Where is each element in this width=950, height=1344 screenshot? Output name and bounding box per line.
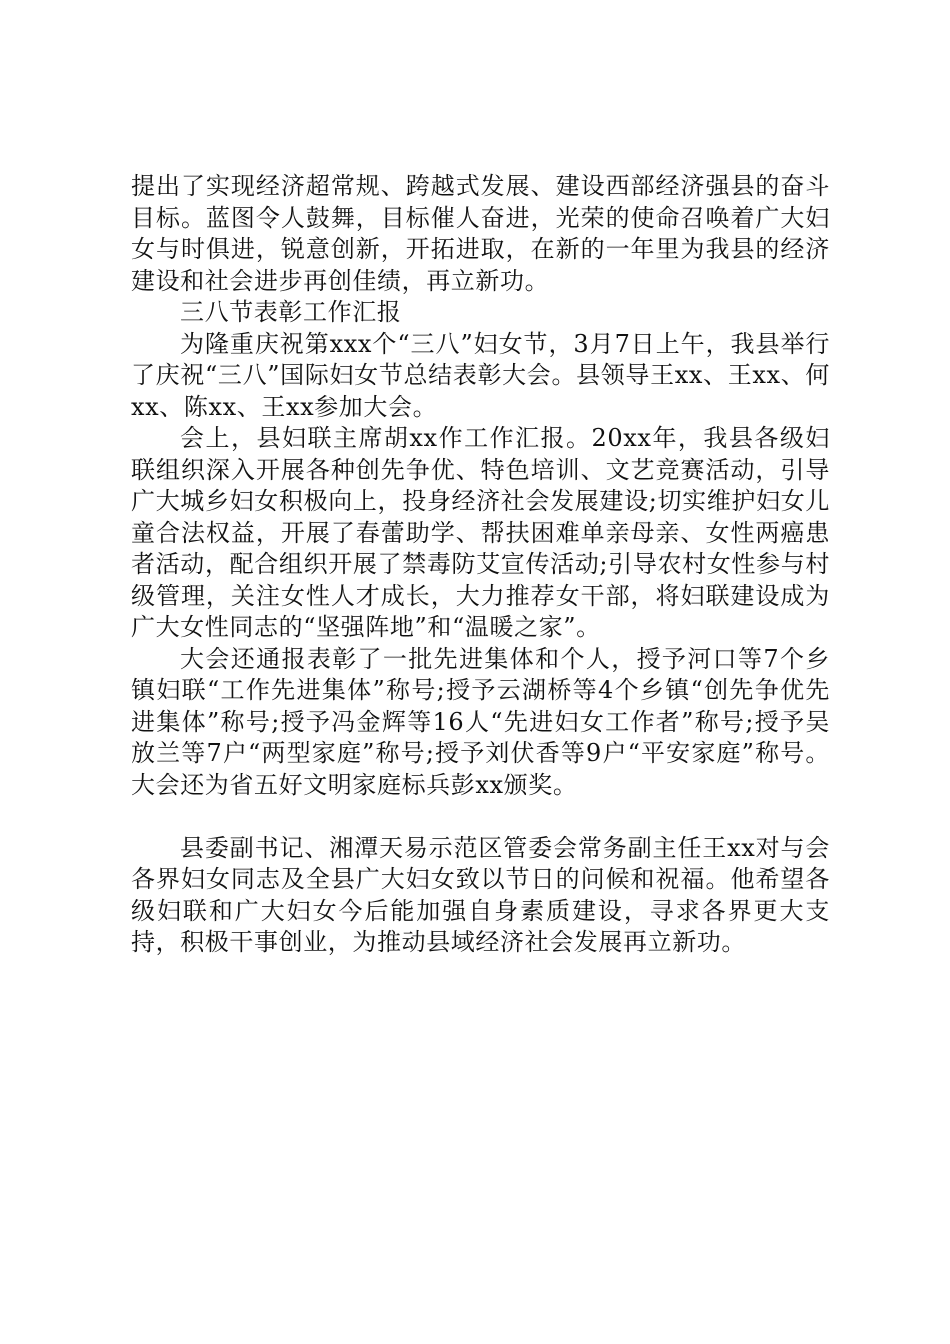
paragraph-awards: 大会还通报表彰了一批先进集体和个人，授予河口等7个乡镇妇联“工作先进集体”称号;授予云湖桥等4个乡镇“创先争优先进集体”称号;授予冯金辉等16人“先进妇女工作者”称号;授予吴放兰等7户“两型家庭”称号;授予刘伏香等9户“平安家庭”称号。大会还为省五好文明家庭标兵彭xx颁奖。 [131, 644, 830, 799]
paragraph-intro: 为隆重庆祝第xxx个“三八”妇女节，3月7日上午，我县举行了庆祝“三八”国际妇女节总结表彰大会。县领导王xx、王xx、何xx、陈xx、王xx参加大会。 [131, 329, 830, 421]
document-body [131, 171, 830, 959]
paragraph-closing: 县委副书记、湘潭天易示范区管委会常务副主任王xx对与会各界妇女同志及全县广大妇女致以节日的问候和祝福。他希望各级妇联和广大妇女今后能加强自身素质建设，寻求各界更大支持，积极干事创业，为推动县域经济社会发展再立新功。 [131, 833, 830, 956]
paragraph-continuation: 提出了实现经济超常规、跨越式发展、建设西部经济强县的奋斗目标。蓝图令人鼓舞，目标催人奋进，光荣的使命召唤着广大妇女与时俱进，锐意创新，开拓进取，在新的一年里为我县的经济建设和社会进步再创佳绩，再立新功。 [131, 172, 830, 295]
paragraph-work-report: 会上，县妇联主席胡xx作工作汇报。20xx年，我县各级妇联组织深入开展各种创先争优、特色培训、文艺竞赛活动，引导广大城乡妇女积极向上，投身经济社会发展建设;切实维护妇女儿童合法权益，开展了春蕾助学、帮扶困难单亲母亲、女性两癌患者活动，配合组织开展了禁毒防艾宣传活动;引导农村女性参与村级管理，关注女性人才成长，大力推荐女干部，将妇联建设成为广大女性同志的“坚强阵地”和“温暖之家”。 [131, 424, 830, 641]
paragraph-gap [131, 801, 830, 833]
section-title: 三八节表彰工作汇报 [180, 298, 402, 326]
